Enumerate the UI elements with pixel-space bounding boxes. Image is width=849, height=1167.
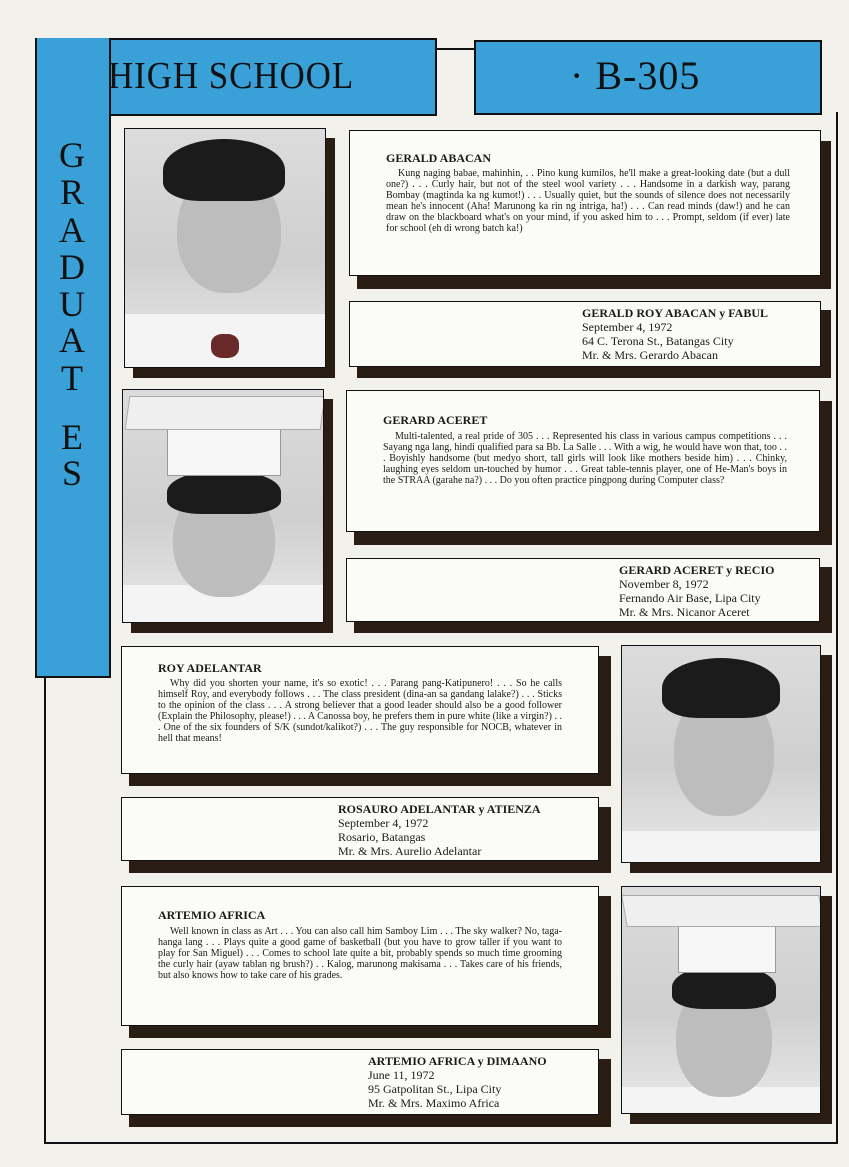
student-nickname: ARTEMIO AFRICA xyxy=(158,908,266,922)
side-title-letter: S xyxy=(61,453,83,493)
student-info xyxy=(582,306,768,362)
student-bio: Why did you shorten your name, it's so exotic! . . . Parang pang-Katipunero! . . . So he calls himself Roy, and everybody follows . . . The class president (dina-an sa gandang lalake?) . . . Sticks to the opinion of the class . . . A strong believer that a good leader should also be a good follower (Explain the Philosophy, please!) . . . A Canossa boy, he prefers them in pure white (like a virgin?) . . . One of the six founders of S/K (sundot/kalikot?) . . . The guy responsible for NOCB, whatever in hell that means! xyxy=(158,678,562,744)
student-photo-roy xyxy=(621,645,821,863)
student-photo-gerald xyxy=(124,128,326,368)
frame-left-line xyxy=(44,675,46,1143)
student-bio: Multi-talented, a real pride of 305 . . . Represented his class in various campus competitions . . . Sayang nga lang, hindi qualified para sa Bb. La Salle . . . With a wig, he would have won that, too . . . Boyishly handsome (but medyo short, tall girls will look like mothers beside him) . . . Chinky, laughing eyes seldom un-touched by humor . . . Great table-tennis player, one of He-Man's boys in the STRAA (garahe na?) . . . Do you often practice pingpong during Computer class? xyxy=(383,431,787,486)
info-box xyxy=(349,301,821,367)
student-birthday: September 4, 1972 xyxy=(338,816,429,830)
side-title-letter: G xyxy=(59,135,85,175)
student-birthday: November 8, 1972 xyxy=(619,577,709,591)
student-parents: Mr. & Mrs. Aurelio Adelantar xyxy=(338,844,482,858)
info-box xyxy=(121,1049,599,1115)
header-title-right: · B-305 xyxy=(570,53,701,98)
student-birthday: September 4, 1972 xyxy=(582,320,673,334)
side-title-letter: A xyxy=(59,210,85,250)
student-full-name: GERARD ACERET y RECIO xyxy=(619,563,775,577)
header-bar-left-cover xyxy=(37,40,109,114)
bio-box xyxy=(346,390,820,532)
frame-top-line xyxy=(435,48,475,50)
side-title-letter: R xyxy=(59,172,84,212)
bio-box xyxy=(121,646,599,774)
info-box xyxy=(121,797,599,861)
student-nickname: ROY ADELANTAR xyxy=(158,661,262,675)
student-parents: Mr. & Mrs. Maximo Africa xyxy=(368,1096,500,1110)
student-address: Fernando Air Base, Lipa City xyxy=(619,591,761,605)
student-full-name: ARTEMIO AFRICA y DIMAANO xyxy=(368,1054,547,1068)
bio-box xyxy=(349,130,821,276)
student-parents: Mr. & Mrs. Nicanor Aceret xyxy=(619,605,750,619)
student-address: 95 Gatpolitan St., Lipa City xyxy=(368,1082,502,1096)
student-full-name: GERALD ROY ABACAN y FABUL xyxy=(582,306,769,320)
frame-bottom-line xyxy=(44,1142,838,1144)
side-title-letter: U xyxy=(59,284,85,324)
bio-box xyxy=(121,886,599,1026)
side-title-letter: T xyxy=(61,358,83,398)
frame-right-line xyxy=(836,112,838,1144)
side-title-letter: D xyxy=(59,247,85,287)
student-address: Rosario, Batangas xyxy=(338,830,426,844)
student-nickname: GERARD ACERET xyxy=(383,413,488,427)
student-photo-artemio xyxy=(621,886,821,1114)
student-info xyxy=(368,1054,547,1110)
side-title-letter: E xyxy=(61,417,83,457)
student-parents: Mr. & Mrs. Gerardo Abacan xyxy=(582,348,718,362)
student-full-name: ROSAURO ADELANTAR y ATIENZA xyxy=(338,802,541,816)
header-title-left: HIGH SCHOOL xyxy=(108,55,355,97)
student-birthday: June 11, 1972 xyxy=(368,1068,435,1082)
student-nickname: GERALD ABACAN xyxy=(386,151,492,165)
student-bio: Kung naging babae, mahinhin, . . Pino kung kumilos, he'll make a great-looking date (but a dull one?) . . . Curly hair, but not of the steel wool variety . . . Handsome in a darkish way, parang Bombay (magtinda ka ng kumot!) . . . Usually quiet, but the sounds of silence does not necessarily mean he's innocent (Aha! Marunong ka rin ng intriga, ha!) . . . Can read minds (daw!) and he can draw on the blackboard what's on your mind, if you asked him to . . . Prompt, seldom (if ever) late for school (eh di wrong batch ka!) xyxy=(386,168,790,234)
student-bio: Well known in class as Art . . . You can also call him Samboy Lim . . . The sky walker? No, taga-hanga lang . . . Plays quite a good game of basketball (but you have to grow taller if you want to play for San Miguel) . . . Comes to school late quite a bit, probably spends so much time grooming the curly hair (ayaw tablan ng brush?) . . Kalog, marunong makisama . . . Takes care of his friends, but also knows how to take care of his grades. xyxy=(158,926,562,981)
student-photo-gerard xyxy=(122,389,324,623)
student-info xyxy=(619,563,774,619)
info-box xyxy=(346,558,820,622)
side-title-letter: A xyxy=(59,320,85,360)
student-address: 64 C. Terona St., Batangas City xyxy=(582,334,734,348)
student-info xyxy=(338,802,541,858)
